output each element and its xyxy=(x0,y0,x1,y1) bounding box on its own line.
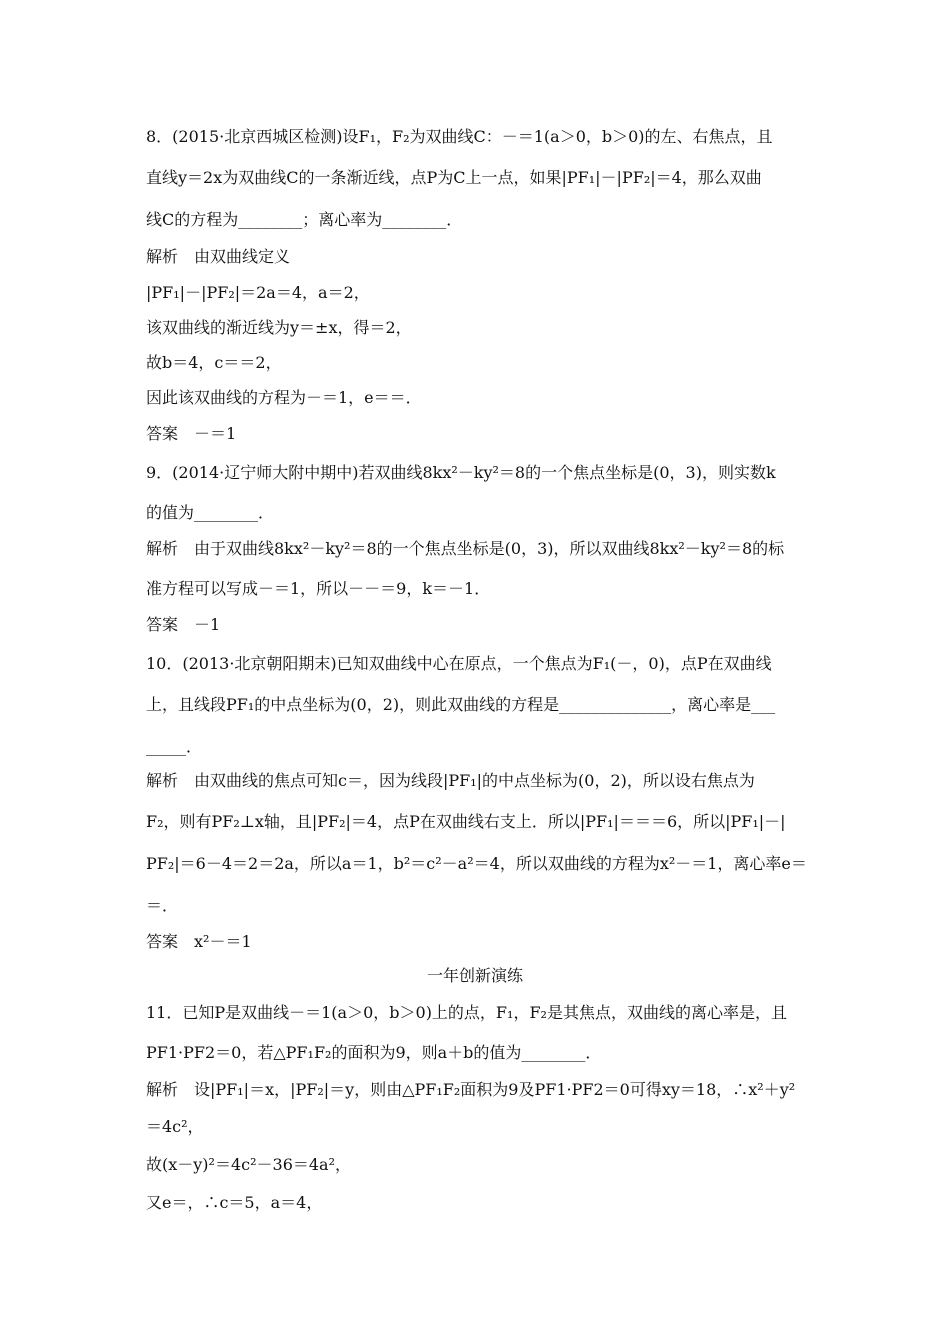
problem-8-solution-heading: 解析 由双曲线定义 xyxy=(146,247,291,266)
problem-8-line-2: 直线y＝2x为双曲线C的一条渐近线，点P为C上一点，如果|PF₁|－|PF₂|＝4，那么双曲 xyxy=(146,168,762,187)
problem-11-solution-line-3: 故(x－y)²＝4c²－36＝4a²， xyxy=(146,1155,352,1174)
problem-10-answer: 答案 x²－＝1 xyxy=(146,932,252,951)
problem-10-line-1: 10．(2013·北京朝阳期末)已知双曲线中心在原点，一个焦点为F₁(－，0)，点P在双曲线 xyxy=(146,654,772,673)
problem-8-solution-line-4: 因此该双曲线的方程为－＝1，e＝＝． xyxy=(146,388,422,407)
problem-8-solution-line-1: |PF₁|－|PF₂|＝2a＝4，a＝2， xyxy=(146,283,370,302)
problem-9-line-1: 9．(2014·辽宁师大附中期中)若双曲线8kx²－ky²＝8的一个焦点坐标是(0，3)，则实数k xyxy=(146,463,776,482)
problem-10-solution-line-3: PF₂|＝6－4＝2＝2a，所以a＝1，b²＝c²－a²＝4，所以双曲线的方程为x²－＝1，离心率e＝ xyxy=(146,854,807,873)
problem-9-line-2: 的值为________． xyxy=(146,503,275,522)
problem-10-solution-line-1: 解析 由双曲线的焦点可知c＝，因为线段|PF₁|的中点坐标为(0，2)，所以设右焦点为 xyxy=(146,771,755,790)
problem-10-solution-line-2: F₂，则有PF₂⊥x轴，且|PF₂|＝4，点P在双曲线右支上．所以|PF₁|＝＝＝6，所以|PF₁|－| xyxy=(146,812,786,831)
problem-9-solution-line-1: 解析 由于双曲线8kx²－ky²＝8的一个焦点坐标是(0，3)，所以双曲线8kx²－ky²＝8的标 xyxy=(146,539,785,558)
problem-11-solution-line-4: 又e＝，∴c＝5，a＝4， xyxy=(146,1193,323,1212)
problem-8-solution-line-3: 故b＝4，c＝＝2， xyxy=(146,353,282,372)
problem-11-line-1: 11．已知P是双曲线－＝1(a＞0，b＞0)上的点，F₁，F₂是其焦点，双曲线的离心率是，且 xyxy=(146,1003,787,1022)
problem-8-answer: 答案 －＝1 xyxy=(146,424,237,443)
problem-8-solution-line-2: 该双曲线的渐近线为y＝±x，得＝2， xyxy=(146,318,412,337)
problem-9-solution-line-2: 准方程可以写成－＝1，所以－－＝9，k＝－1． xyxy=(146,579,491,598)
problem-10-line-2: 上，且线段PF₁的中点坐标为(0，2)，则此双曲线的方程是______________，离心率是___ xyxy=(146,695,776,714)
problem-10-line-3: _____． xyxy=(146,737,203,756)
problem-11-solution-line-1: 解析 设|PF₁|＝x，|PF₂|＝y，则由△PF₁F₂面积为9及PF1·PF2＝0可得xy＝18，∴x²＋y² xyxy=(146,1080,796,1099)
problem-10-solution-line-4: ＝． xyxy=(146,896,179,915)
problem-8-line-3: 线C的方程为________；离心率为________． xyxy=(146,210,463,229)
problem-9-answer: 答案 －1 xyxy=(146,615,221,634)
problem-11-solution-line-2: ＝4c²， xyxy=(146,1117,204,1136)
problem-11-line-2: PF1·PF2＝0，若△PF₁F₂的面积为9，则a＋b的值为________． xyxy=(146,1043,602,1062)
problem-8-line-1: 8．(2015·北京西城区检测)设F₁，F₂为双曲线C：－＝1(a＞0，b＞0)的左、右焦点，且 xyxy=(146,127,773,146)
section-heading: 一年创新演练 xyxy=(426,966,523,985)
